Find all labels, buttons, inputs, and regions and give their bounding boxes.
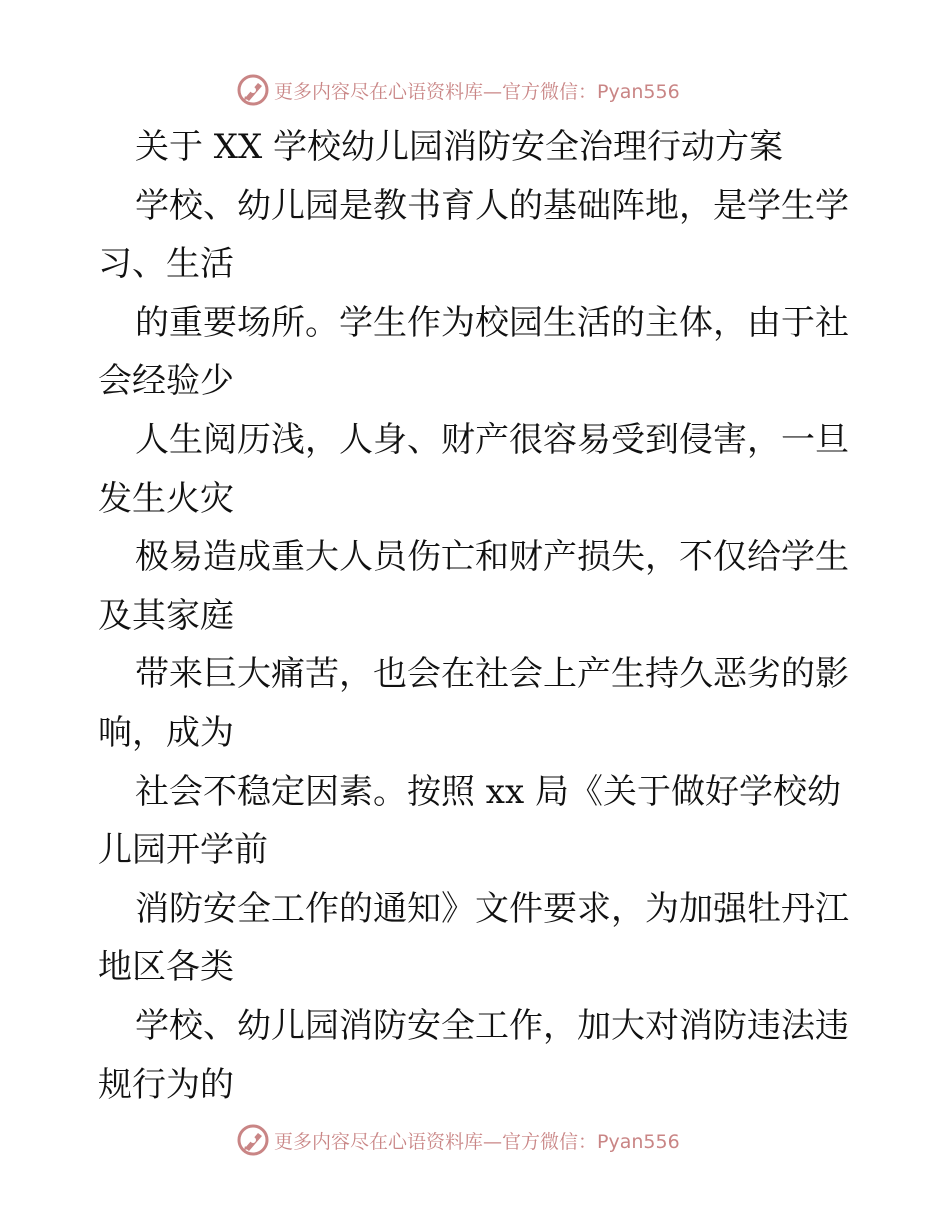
document-title: 关于 XX 学校幼儿园消防安全治理行动方案 bbox=[135, 127, 784, 167]
watermark-footer bbox=[236, 1122, 680, 1158]
text-line: 社会不稳定因素。按照 xx 局《关于做好学校幼 bbox=[135, 771, 841, 812]
pen-logo-icon bbox=[236, 1123, 270, 1157]
text-line: 的重要场所。学生作为校园生活的主体，由于社 bbox=[135, 302, 849, 343]
text-line: 带来巨大痛苦，也会在社会上产生持久恶劣的影 bbox=[135, 654, 849, 695]
watermark-label: 更多内容尽在心语资料库—官方微信： bbox=[274, 80, 598, 103]
text-line: 会经验少 bbox=[98, 361, 234, 402]
text-line: 儿园开学前 bbox=[98, 830, 268, 871]
watermark-wechat-id: Pyan556 bbox=[597, 1130, 680, 1153]
pen-logo-icon bbox=[236, 73, 270, 107]
watermark-label: 更多内容尽在心语资料库—官方微信： bbox=[274, 1130, 598, 1153]
text-line: 发生火灾 bbox=[98, 478, 234, 519]
watermark-text bbox=[274, 77, 680, 104]
text-line: 响，成为 bbox=[98, 712, 234, 753]
text-line: 人生阅历浅，人身、财产很容易受到侵害，一旦 bbox=[135, 419, 849, 460]
watermark-header bbox=[236, 72, 680, 108]
text-line: 学校、幼儿园消防安全工作，加大对消防违法违 bbox=[135, 1005, 849, 1046]
text-line: 及其家庭 bbox=[98, 595, 234, 636]
text-line: 学校、幼儿园是教书育人的基础阵地，是学生学 bbox=[135, 185, 849, 226]
text-line: 习、生活 bbox=[98, 244, 234, 285]
text-line: 规行为的 bbox=[98, 1064, 234, 1105]
watermark-wechat-id: Pyan556 bbox=[597, 80, 680, 103]
document-body bbox=[98, 118, 858, 1114]
text-line: 地区各类 bbox=[98, 947, 234, 988]
watermark-text bbox=[274, 1127, 680, 1154]
text-line: 消防安全工作的通知》文件要求，为加强牡丹江 bbox=[135, 888, 849, 929]
text-line: 极易造成重大人员伤亡和财产损失，不仅给学生 bbox=[135, 537, 849, 578]
